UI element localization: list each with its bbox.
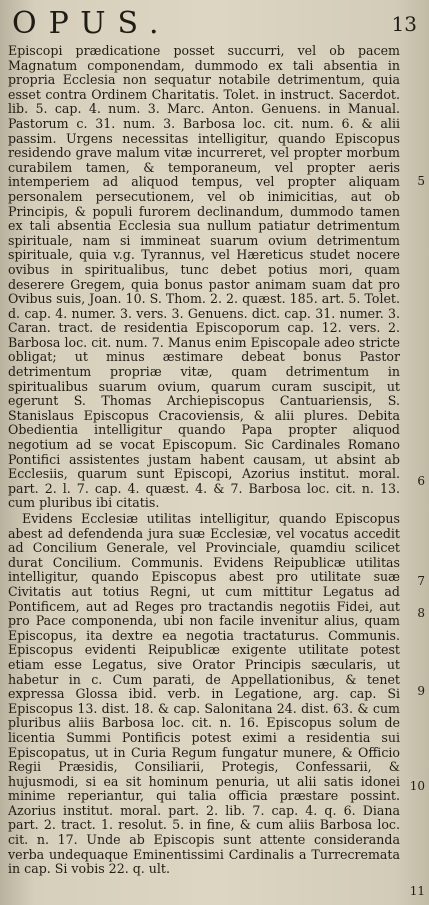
margin-number: 5 <box>417 174 425 188</box>
margin-number: 9 <box>417 684 425 698</box>
margin-number: 10 <box>409 779 425 793</box>
margin-number: 6 <box>417 474 425 488</box>
page-header <box>0 0 429 44</box>
margin-number: 7 <box>417 574 425 588</box>
text-body <box>8 44 400 900</box>
paragraph: Episcopi prædicatione posset succurri, vel ob pacem Magnatum componendam, dummodo ex tali absentia in propria Ecclesia non sequatur notabile detrimentum, quia esset contra Ordinem Charitatis. Tolet. in instruct. Sacerdot. lib. 5. cap. 4. num. 3. Marc. Anton. Genuens. in Manual. Pastorum c. 31. num. 3. Barbosa loc. cit. num. 6. & alii passim. Urgens necessitas intelligitur, quando Episcopus residendo grave malum vitæ incurreret, vel propter morbum curabilem tamen, & temporaneum, vel propter aeris intemperiem ad aliquod tempus, vel propter aliquam personalem persecutionem, vel ob inimicitias, aut ob Principis, & populi furorem declinandum, dummodo tamen ex tali absentia Ecclesia sua nullum patiatur detrimentum spirituale, nam si immineat suarum ovium detrimentum spirituale, quia v.g. Tyrannus, vel Hæreticus studet nocere ovibus in spiritualibus, tunc debet potius mori, quam deserere Gregem, quia bonus pastor animam suam dat pro Ovibus suis, Joan. 10. S. Thom. 2. 2. quæst. 185. art. 5. Tolet. d. cap. 4. numer. 3. vers. 3. Genuens. dict. cap. 31. numer. 3. Caran. tract. de residentia Episcoporum cap. 12. vers. 2. Barbosa loc. cit. num. 7. Manus enim Episcopale adeo stricte obligat; ut minus æstimare debeat bonus Pastor detrimentum propriæ vitæ, quam detrimentum in spiritualibus suarum ovium, quarum curam suscipit, ut egerunt S. Thomas Archiepiscopus Cantuariensis, S. Stanislaus Episcopus Cracoviensis, & alii plures. Debita Obedientia intelligitur quando Papa propter aliquod negotium ad se vocat Episcopum. Sic Cardinales Romano Pontifici assistentes justam habent causam, ut absint ab Ecclesiis, quarum sunt Episcopi, Azorius institut. moral. part. 2. l. 7. cap. 4. quæst. 4. & 7. Barbosa loc. cit. n. 13. cum pluribus ibi citatis. <box>8 44 400 511</box>
running-head: OPUS. <box>12 6 171 41</box>
paragraph: Evidens Ecclesiæ utilitas intelligitur, quando Episcopus abest ad defendenda jura suæ Ecclesiæ, vel vocatus accedit ad Concilium Generale, vel Provinciale, quamdiu scilicet durat Concilium. Communis. Evidens Reipublicæ utilitas intelligitur, quando Episcopus abest pro utilitate suæ Civitatis aut totius Regni, ut cum mittitur Legatus ad Pontificem, aut ad Reges pro tractandis negotiis Fidei, aut pro Pace componenda, ubi non facile invenitur alius, quam Episcopus, ita dextre ea negotia tractaturus. Communis. Episcopus evidenti Reipublicæ exigente utilitate potest etiam esse Legatus, sive Orator Principis sæcularis, ut habetur in c. Cum parati, de Appellationibus, & tenet expressa Glossa ibid. verb. in Legatione, arg. cap. Si Episcopus 13. dist. 18. & cap. Salonitana 24. dist. 63. & cum pluribus aliis Barbosa loc. cit. n. 16. Episcopus solum de licentia Summi Pontificis potest eximi a residentia sui Episcopatus, ut in Curia Regum fungatur munere, & Officio Regii Præsidis, Consiliarii, Protegis, Confessarii, & hujusmodi, si ea sit hominum penuria, ut alii satis idonei minime reperiantur, qui talia officia præstare possint. Azorius institut. moral. part. 2. lib. 7. cap. 4. q. 6. Diana part. 2. tract. 1. resolut. 5. in fine, & cum aliis Barbosa loc. cit. n. 17. Unde ab Episcopis sunt attente consideranda verba undequaque Eminentissimi Cardinalis a Turrecremata in cap. Si vobis 22. q. ult. <box>8 511 400 877</box>
margin-number: 8 <box>417 606 425 620</box>
margin-number: 11 <box>409 884 425 898</box>
margin-numbers <box>403 44 425 900</box>
page-number: 13 <box>391 12 417 36</box>
